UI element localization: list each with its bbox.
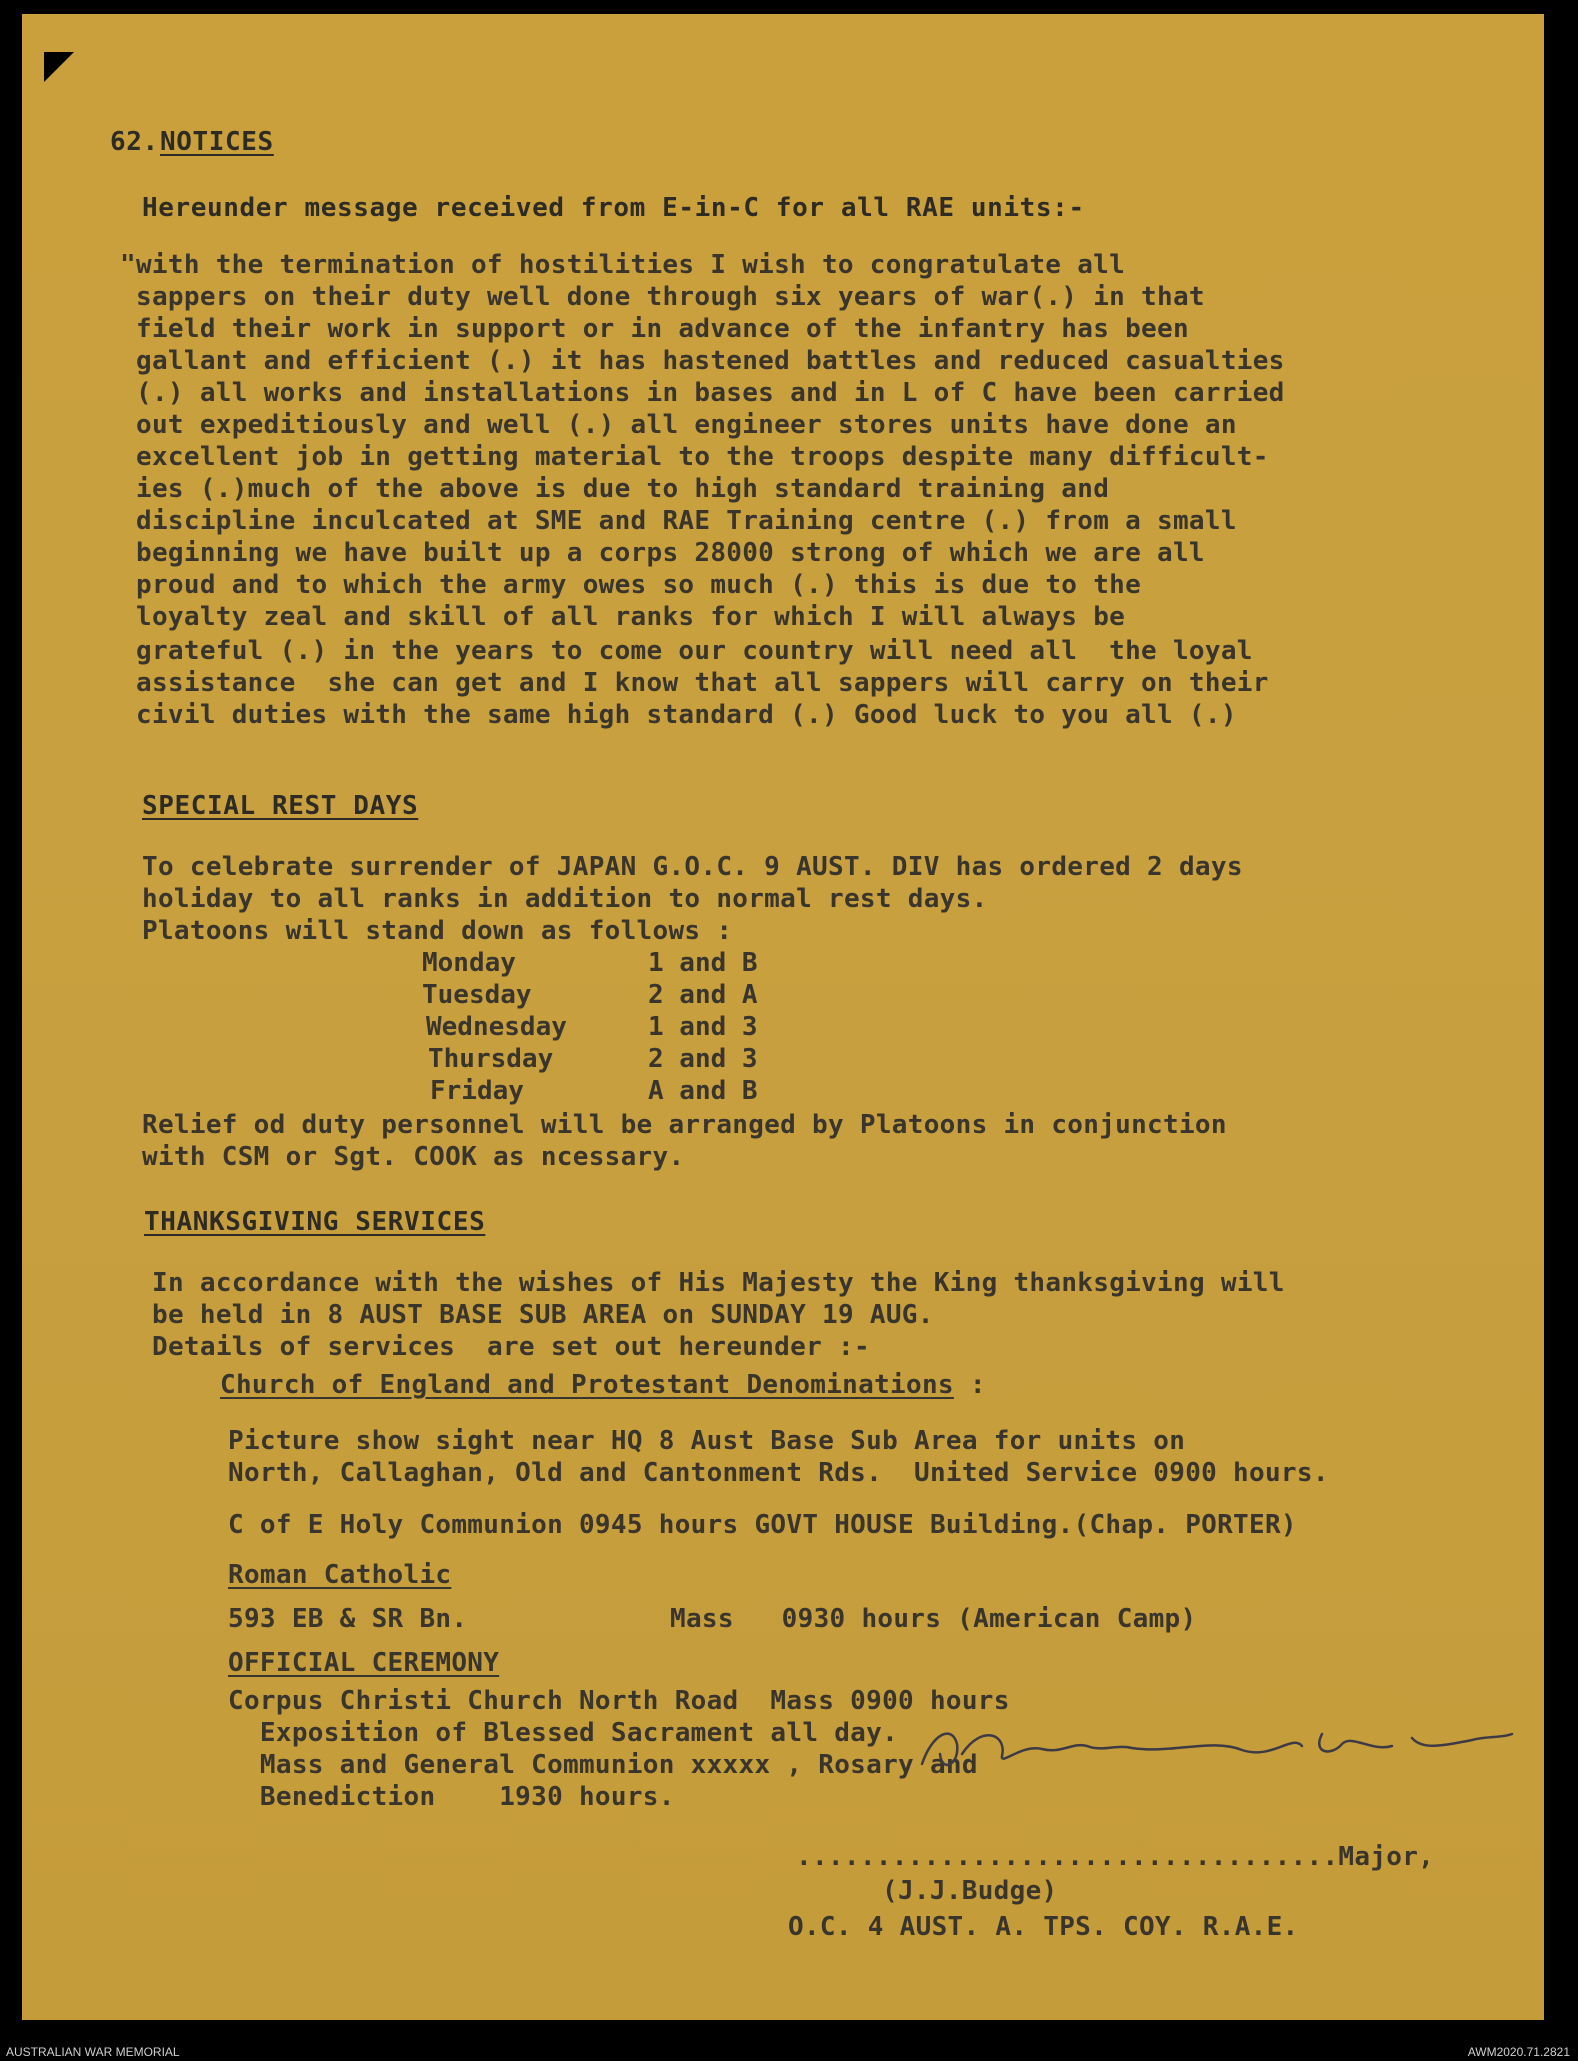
message-line: grateful (.) in the years to come our country will need all the loyal (136, 636, 1253, 666)
message-line: "with the termination of hostilities I wish to congratulate all (120, 250, 1126, 280)
schedule-platoons: 2 and 3 (648, 1044, 758, 1074)
message-line: gallant and efficient (.) it has hastened battles and reduced casualties (136, 346, 1285, 376)
message-line: loyalty zeal and skill of all ranks for which I will always be (136, 602, 1126, 632)
relief-line: with CSM or Sgt. COOK as ncessary. (142, 1142, 685, 1172)
signatory-unit: O.C. 4 AUST. A. TPS. COY. R.A.E. (788, 1912, 1299, 1942)
rc-service: Mass 0930 hours (American Camp) (670, 1604, 1197, 1634)
thanksgiving-line: In accordance with the wishes of His Majesty the King thanksgiving will (152, 1268, 1285, 1298)
coe-heading: Church of England and Protestant Denominations (220, 1370, 954, 1400)
message-line: ies (.)much of the above is due to high standard training and (136, 474, 1110, 504)
official-line: Corpus Christi Church North Road Mass 0900 hours (228, 1686, 1010, 1716)
schedule-platoons: A and B (648, 1076, 758, 1106)
page-tear-mark (44, 52, 74, 82)
relief-line: Relief od duty personnel will be arranged by Platoons in conjunction (142, 1110, 1227, 1140)
schedule-day: Wednesday (426, 1012, 567, 1042)
coe-heading-suffix: : (953, 1370, 986, 1400)
rc-unit: 593 EB & SR Bn. (228, 1604, 468, 1634)
signature-dots-line: ..................................Major, (796, 1842, 1435, 1872)
thanksgiving-line: Details of services are set out hereunder :- (152, 1332, 870, 1362)
official-line: Mass and General Communion xxxxx , Rosary and (228, 1750, 978, 1780)
handwritten-signature (912, 1694, 1522, 1804)
message-line: assistance she can get and I know that all sappers will carry on their (136, 668, 1269, 698)
archive-credit: AUSTRALIAN WAR MEMORIAL (6, 2045, 180, 2059)
schedule-day: Thursday (428, 1044, 554, 1074)
coe-line: Picture show sight near HQ 8 Aust Base Sub Area for units on (228, 1426, 1186, 1456)
thanksgiving-line: be held in 8 AUST BASE SUB AREA on SUNDAY 19 AUG. (152, 1300, 934, 1330)
message-line: civil duties with the same high standard (.) Good luck to you all (.) (136, 700, 1237, 730)
signatory-name: (J.J.Budge) (882, 1876, 1058, 1906)
schedule-day: Monday (422, 948, 516, 978)
official-line: Benediction 1930 hours. (228, 1782, 675, 1812)
rest-days-line: holiday to all ranks in addition to normal rest days. (142, 884, 988, 914)
rc-heading: Roman Catholic (228, 1560, 452, 1590)
official-ceremony-heading: OFFICIAL CEREMONY (228, 1648, 500, 1678)
message-line: field their work in support or in advance of the infantry has been (136, 314, 1189, 344)
message-line: proud and to which the army owes so much (.) this is due to the (136, 570, 1142, 600)
coe-heading-row (220, 1370, 986, 1400)
document-page (22, 14, 1544, 2020)
accession-number: AWM2020.71.2821 (1467, 2045, 1570, 2059)
rest-days-line: To celebrate surrender of JAPAN G.O.C. 9 AUST. DIV has ordered 2 days (142, 852, 1243, 882)
intro-line: Hereunder message received from E-in-C for all RAE units:- (142, 193, 1085, 223)
coe-line: North, Callaghan, Old and Cantonment Rds. United Service 0900 hours. (228, 1458, 1329, 1488)
message-line: discipline inculcated at SME and RAE Training centre (.) from a small (136, 506, 1237, 536)
message-line: (.) all works and installations in bases and in L of C have been carried (136, 378, 1285, 408)
thanksgiving-heading: THANKSGIVING SERVICES (144, 1207, 486, 1237)
schedule-day: Friday (430, 1076, 524, 1106)
schedule-day: Tuesday (422, 980, 532, 1010)
section-title: NOTICES (160, 127, 274, 157)
coe-line: C of E Holy Communion 0945 hours GOVT HOUSE Building.(Chap. PORTER) (228, 1510, 1297, 1540)
message-line: out expeditiously and well (.) all engineer stores units have done an (136, 410, 1237, 440)
schedule-platoons: 1 and 3 (648, 1012, 758, 1042)
schedule-platoons: 1 and B (648, 948, 758, 978)
rest-days-heading: SPECIAL REST DAYS (142, 791, 419, 821)
message-line: beginning we have built up a corps 28000 strong of which we are all (136, 538, 1205, 568)
official-line: Exposition of Blessed Sacrament all day. (228, 1718, 899, 1748)
schedule-platoons: 2 and A (648, 980, 758, 1010)
section-number: 62. (110, 127, 159, 157)
message-line: excellent job in getting material to the troops despite many difficult- (136, 442, 1269, 472)
rest-days-line: Platoons will stand down as follows : (142, 916, 733, 946)
message-line: sappers on their duty well done through six years of war(.) in that (136, 282, 1205, 312)
